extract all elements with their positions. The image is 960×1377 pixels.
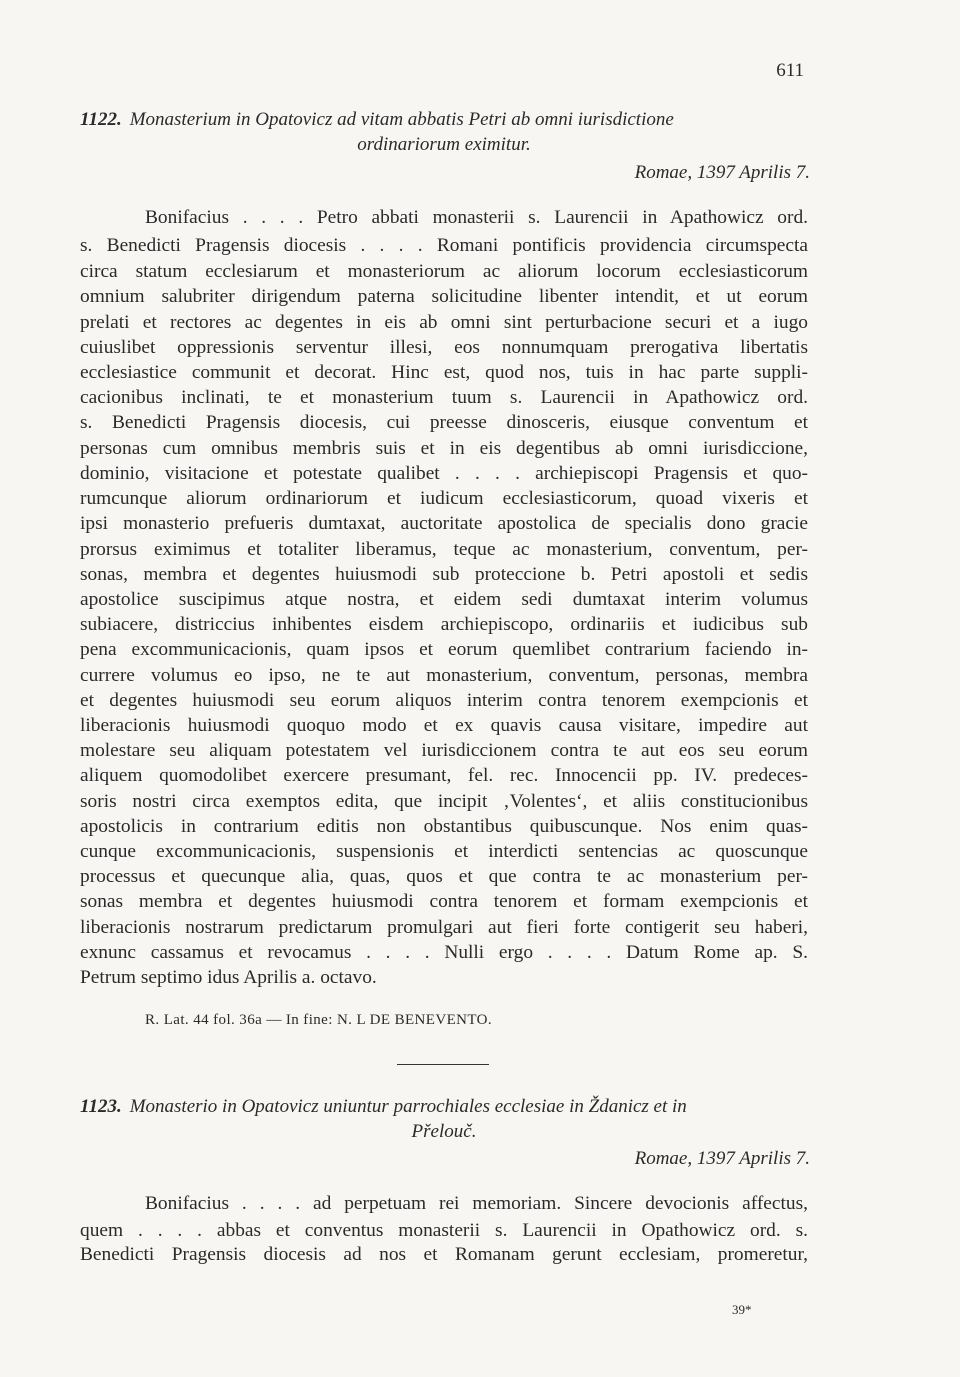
page-number: 611	[776, 60, 804, 81]
entry-1122-title-continuation: ordinariorum eximitur.	[357, 134, 531, 155]
entry-1122-line: prorsus eximimus et totaliter liberamus, teque ac monasterium, conventum, per-	[80, 539, 808, 560]
entry-1123-title-continuation: Přelouč.	[411, 1121, 477, 1142]
section-divider	[397, 1064, 489, 1065]
entry-1122-line: omnium salubriter dirigendum paterna solicitudine libenter intendit, et ut eorum	[80, 286, 808, 307]
entry-1122-line: s. Benedicti Pragensis diocesis, cui preesse dinosceris, eiusque conventum et	[80, 412, 808, 433]
entry-1122-line: rumcunque aliorum ordinariorum et iudicum ecclesiasticorum, quoad vixeris et	[80, 488, 808, 509]
entry-1122-line: circa statum ecclesiarum et monasteriorum ac aliorum locorum ecclesiasticorum	[80, 261, 808, 282]
entry-1122-title	[80, 107, 808, 133]
entry-1123-line: Bonifacius . . . . ad perpetuam rei memoriam. Sincere devocionis affectus,	[145, 1193, 808, 1214]
entry-number: 1122.	[80, 109, 122, 130]
entry-1122-line: currere volumus eo ipso, ne te aut monasterium, conventum, personas, membra	[80, 665, 808, 686]
entry-1123-title	[80, 1094, 808, 1120]
entry-1122-line: sonas, membra et degentes huiusmodi sub proteccione b. Petri apostoli et sedis	[80, 564, 808, 585]
entry-1122-line: processus et quecunque alia, quas, quos et que contra te ac monasterium per-	[80, 866, 808, 887]
entry-1122-line: liberacionis nostrarum predictarum promulgari aut fieri forte contigerit seu haberi,	[80, 917, 808, 938]
entry-1122-line: s. Benedicti Pragensis diocesis . . . . Romani pontificis providencia circumspecta	[80, 235, 808, 256]
entry-1122-line: sonas membra et degentes huiusmodi contra tenorem et formam exempcionis et	[80, 891, 808, 912]
entry-1122-line: et degentes huiusmodi seu eorum aliquos interim contra tenorem exempcionis et	[80, 690, 808, 711]
entry-1122-line: subiacere, districcius inhibentes eisdem archiepiscopo, ordinariis et iudicibus sub	[80, 614, 808, 635]
entry-1122-line: Bonifacius . . . . Petro abbati monasterii s. Laurencii in Apathowicz ord.	[145, 207, 808, 228]
entry-1123-line: quem . . . . abbas et conventus monasterii s. Laurencii in Opathowicz ord. s.	[80, 1220, 808, 1241]
entry-1122-line: ecclesiastice communit et decorat. Hinc est, quod nos, tuis in hac parte suppli-	[80, 362, 808, 383]
entry-1122-line: soris nostri circa exemptos edita, que incipit ‚Volentes‘, et aliis constitucionibus	[80, 791, 808, 812]
entry-1123-dateline: Romae, 1397 Aprilis 7.	[634, 1148, 810, 1169]
entry-1122-line: dominio, visitacione et potestate qualibet . . . . archiepiscopi Pragensis et quo-	[80, 463, 808, 484]
entry-1122-line: cuiuslibet oppressionis serventur illesi, eos nonnumquam prerogativa libertatis	[80, 337, 808, 358]
entry-1122-line: apostolice suscipimus atque nostra, et eidem sedi dumtaxat interim volumus	[80, 589, 808, 610]
entry-1122-source-note: R. Lat. 44 fol. 36a — In fine: N. L DE BENEVENTO.	[145, 1012, 493, 1028]
entry-1122-line: ipsi monasterio prefueris dumtaxat, auctoritate apostolica de specialis dono gracie	[80, 513, 808, 534]
entry-1122-line: liberacionis huiusmodi quoquo modo et ex quavis causa visitare, impedire aut	[80, 715, 808, 736]
entry-1122-line: exnunc cassamus et revocamus . . . . Nulli ergo . . . . Datum Rome ap. S.	[80, 942, 808, 963]
entry-1122-line: cunque excommunicacionis, suspensionis et interdicti sentencias ac quoscunque	[80, 841, 808, 862]
entry-1122-line: cacionibus inclinati, te et monasterium tuum s. Laurencii in Apathowicz ord.	[80, 387, 808, 408]
entry-1122-line: apostolicis in contrarium editis non obstantibus quibuscunque. Nos enim quas-	[80, 816, 808, 837]
signature-mark: 39*	[732, 1302, 752, 1317]
entry-title-text: Monasterium in Opatovicz ad vitam abbatis Petri ab omni iurisdictione	[129, 109, 674, 130]
entry-1123-line: Benedicti Pragensis diocesis ad nos et Romanam gerunt ecclesiam, promeretur,	[80, 1244, 808, 1265]
entry-1122-line: molestare seu aliquam potestatem vel iurisdiccionem contra te aut eos seu eorum	[80, 740, 808, 761]
entry-1122-dateline: Romae, 1397 Aprilis 7.	[634, 162, 810, 183]
entry-title-text: Monasterio in Opatovicz uniuntur parrochiales ecclesiae in Ždanicz et in	[129, 1096, 687, 1117]
entry-number: 1123.	[80, 1096, 122, 1117]
entry-1122-line: Petrum septimo idus Aprilis a. octavo.	[80, 967, 377, 988]
entry-1122-line: pena excommunicacionis, quam ipsos et eorum quemlibet contrarium faciendo in-	[80, 639, 808, 660]
entry-1122-line: aliquem quomodolibet exercere presumant, fel. rec. Innocencii pp. IV. predeces-	[80, 765, 808, 786]
entry-1122-line: prelati et rectores ac degentes in eis ab omni sint perturbacione securi et a iugo	[80, 312, 808, 333]
entry-1122-line: personas cum omnibus membris suis et in eis degentibus ab omni iurisdiccione,	[80, 438, 808, 459]
